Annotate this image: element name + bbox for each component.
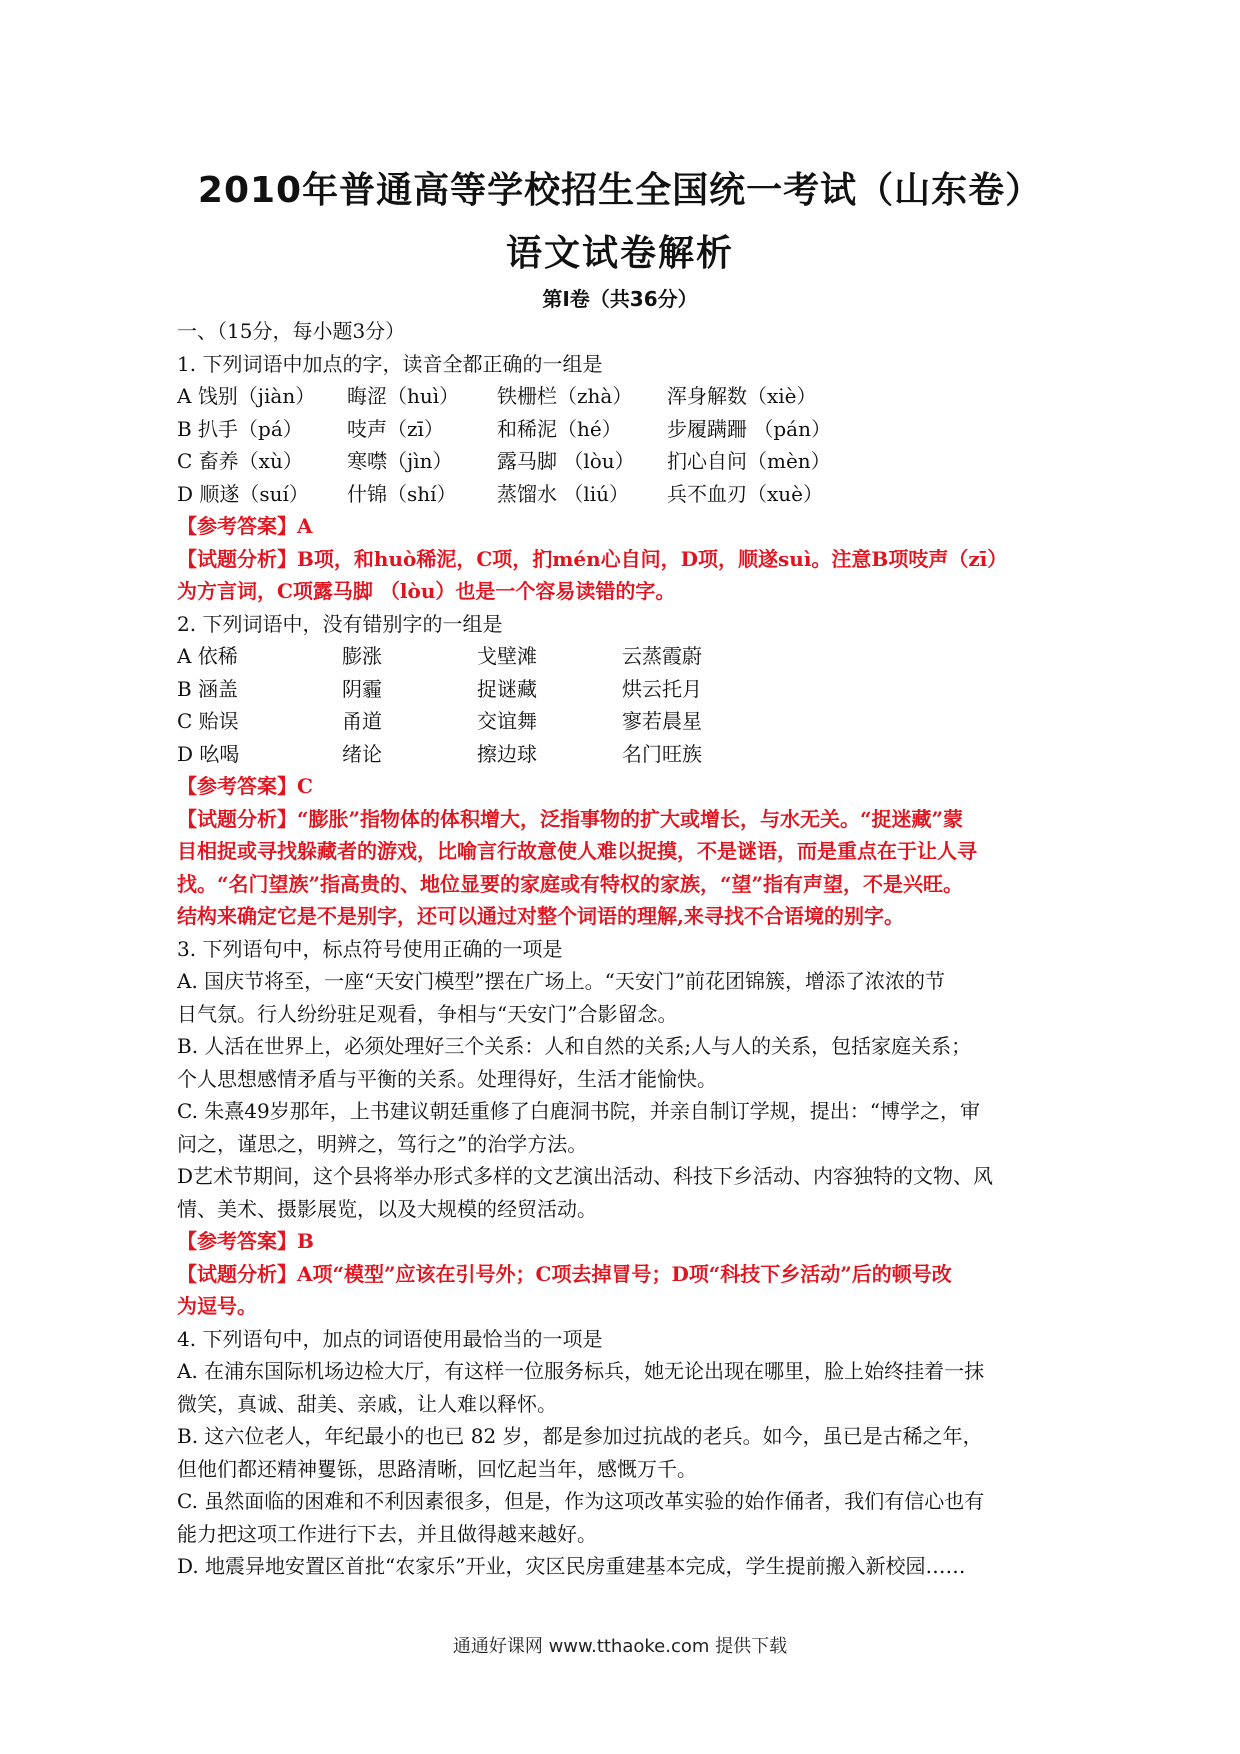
question-2-option-a: A 依稀 膨涨 戈壁滩 云蒸霞蔚 (177, 644, 702, 668)
question-2-analysis: 目相捉或寻找躲藏者的游戏，比喻言行故意使人难以捉摸，不是谜语，而是重点在于让人寻 (177, 839, 977, 863)
question-3-line: 日气氛。行人纷纷驻足观看，争相与“天安门”合影留念。 (177, 1001, 678, 1026)
question-4-line: A. 在浦东国际机场边检大厅，有这样一位服务标兵，她无论出现在哪里，脸上始终挂着一抹 (177, 1359, 985, 1383)
question-4-line: 能力把这项工作进行下去，并且做得越来越好。 (177, 1521, 597, 1546)
question-2-answer: 【参考答案】C (177, 774, 313, 798)
page-footer: 通通好课网 www.tthaoke.com 提供下载 (452, 1636, 788, 1657)
question-3-line: 个人思想感情矛盾与平衡的关系。处理得好，生活才能愉快。 (177, 1066, 717, 1091)
question-2-analysis: 结构来确定它是不是别字，还可以通过对整个词语的理解,来寻找不合语境的别字。 (177, 904, 904, 928)
question-3-analysis: 【试题分析】A项“模型”应该在引号外；C项去掉冒号；D项“科技下乡活动”后的顿号改 (177, 1261, 952, 1286)
question-1-answer: 【参考答案】A (177, 514, 313, 538)
question-1-analysis: 【试题分析】B项，和huò稀泥，C项，扪mén心自问，D项，顺遂suì。注意B项吱声（zī） (177, 546, 1008, 571)
question-2-analysis: 找。“名门望族”指高贵的、地位显要的家庭或有特权的家族，“望”指有声望，不是兴旺。 (177, 871, 964, 896)
question-3-line: C. 朱熹49岁那年，上书建议朝廷重修了白鹿洞书院，并亲自制订学规，提出：“博学之，审 (177, 1099, 980, 1123)
question-1-stem: 1. 下列词语中加点的字，读音全都正确的一组是 (177, 351, 603, 376)
question-4-stem: 4. 下列语句中，加点的词语使用最恰当的一项是 (177, 1326, 603, 1351)
question-2-stem: 2. 下列词语中，没有错别字的一组是 (177, 611, 503, 636)
document-subtitle: 语文试卷解析 (505, 233, 734, 274)
question-1-option-b: B 扒手（pá） 吱声（zī） 和稀泥（hé） 步履蹒跚 （pán） (177, 416, 831, 441)
question-4-line: C. 虽然面临的困难和不利因素很多，但是，作为这项改革实验的始作俑者，我们有信心也有 (177, 1489, 985, 1513)
question-3-stem: 3. 下列语句中，标点符号使用正确的一项是 (177, 936, 563, 961)
question-2-option-b: B 涵盖 阴霾 捉谜藏 烘云托月 (177, 676, 702, 701)
question-4-line: D. 地震异地安置区首批“农家乐”开业，灾区民房重建基本完成，学生提前搬入新校园…… (177, 1554, 966, 1578)
question-4-line: 微笑，真诚、甜美、亲戚，让人难以释怀。 (177, 1391, 557, 1416)
question-3-line: D艺术节期间，这个县将举办形式多样的文艺演出活动、科技下乡活动、内容独特的文物、风 (177, 1164, 994, 1188)
question-1-option-d: D 顺遂（suí） 什锦（shí） 蒸馏水 （liú） 兵不血刃（xuè） (177, 481, 823, 506)
question-2-analysis: 【试题分析】“膨胀”指物体的体积增大，泛指事物的扩大或增长，与水无关。“捉迷藏”蒙 (177, 806, 964, 831)
question-4-line: B. 这六位老人，年纪最小的也已 82 岁，都是参加过抗战的老兵。如今，虽已是古稀之年， (177, 1424, 983, 1448)
question-1-analysis: 为方言词，C项露马脚 （lòu）也是一个容易读错的字。 (177, 579, 676, 603)
question-1-option-c: C 畜养（xù） 寒噤（jìn） 露马脚 （lòu） 扪心自问（mèn） (177, 449, 831, 473)
question-4-line: 但他们都还精神矍铄，思路清晰，回忆起当年，感慨万千。 (177, 1456, 697, 1481)
question-3-line: 情、美术、摄影展览，以及大规模的经贸活动。 (177, 1196, 597, 1221)
question-1-option-a: A 饯别（jiàn） 晦涩（huì） 铁栅栏（zhà） 浑身解数（xiè） (177, 384, 817, 408)
question-2-option-d: D 吆喝 绪论 擦边球 名门旺族 (177, 741, 702, 766)
question-3-line: 问之，谨思之，明辨之，笃行之”的治学方法。 (177, 1131, 588, 1156)
document-title: 2010年普通高等学校招生全国统一考试（山东卷） (197, 170, 1043, 211)
part-heading: 一、（15分，每小题3分） (177, 319, 406, 343)
question-3-line: A. 国庆节将至，一座“天安门模型”摆在广场上。“天安门”前花团锦簇，增添了浓浓的节 (177, 969, 946, 993)
question-3-answer: 【参考答案】B (177, 1229, 314, 1253)
question-3-analysis: 为逗号。 (177, 1294, 257, 1318)
question-3-line: B. 人活在世界上，必须处理好三个关系：人和自然的关系;人与人的关系，包括家庭关系； (177, 1034, 972, 1058)
question-2-option-c: C 贻误 甬道 交谊舞 寥若晨星 (177, 709, 702, 733)
section-heading: 第Ⅰ卷（共36分） (542, 287, 698, 311)
document-body (177, 315, 1072, 1583)
